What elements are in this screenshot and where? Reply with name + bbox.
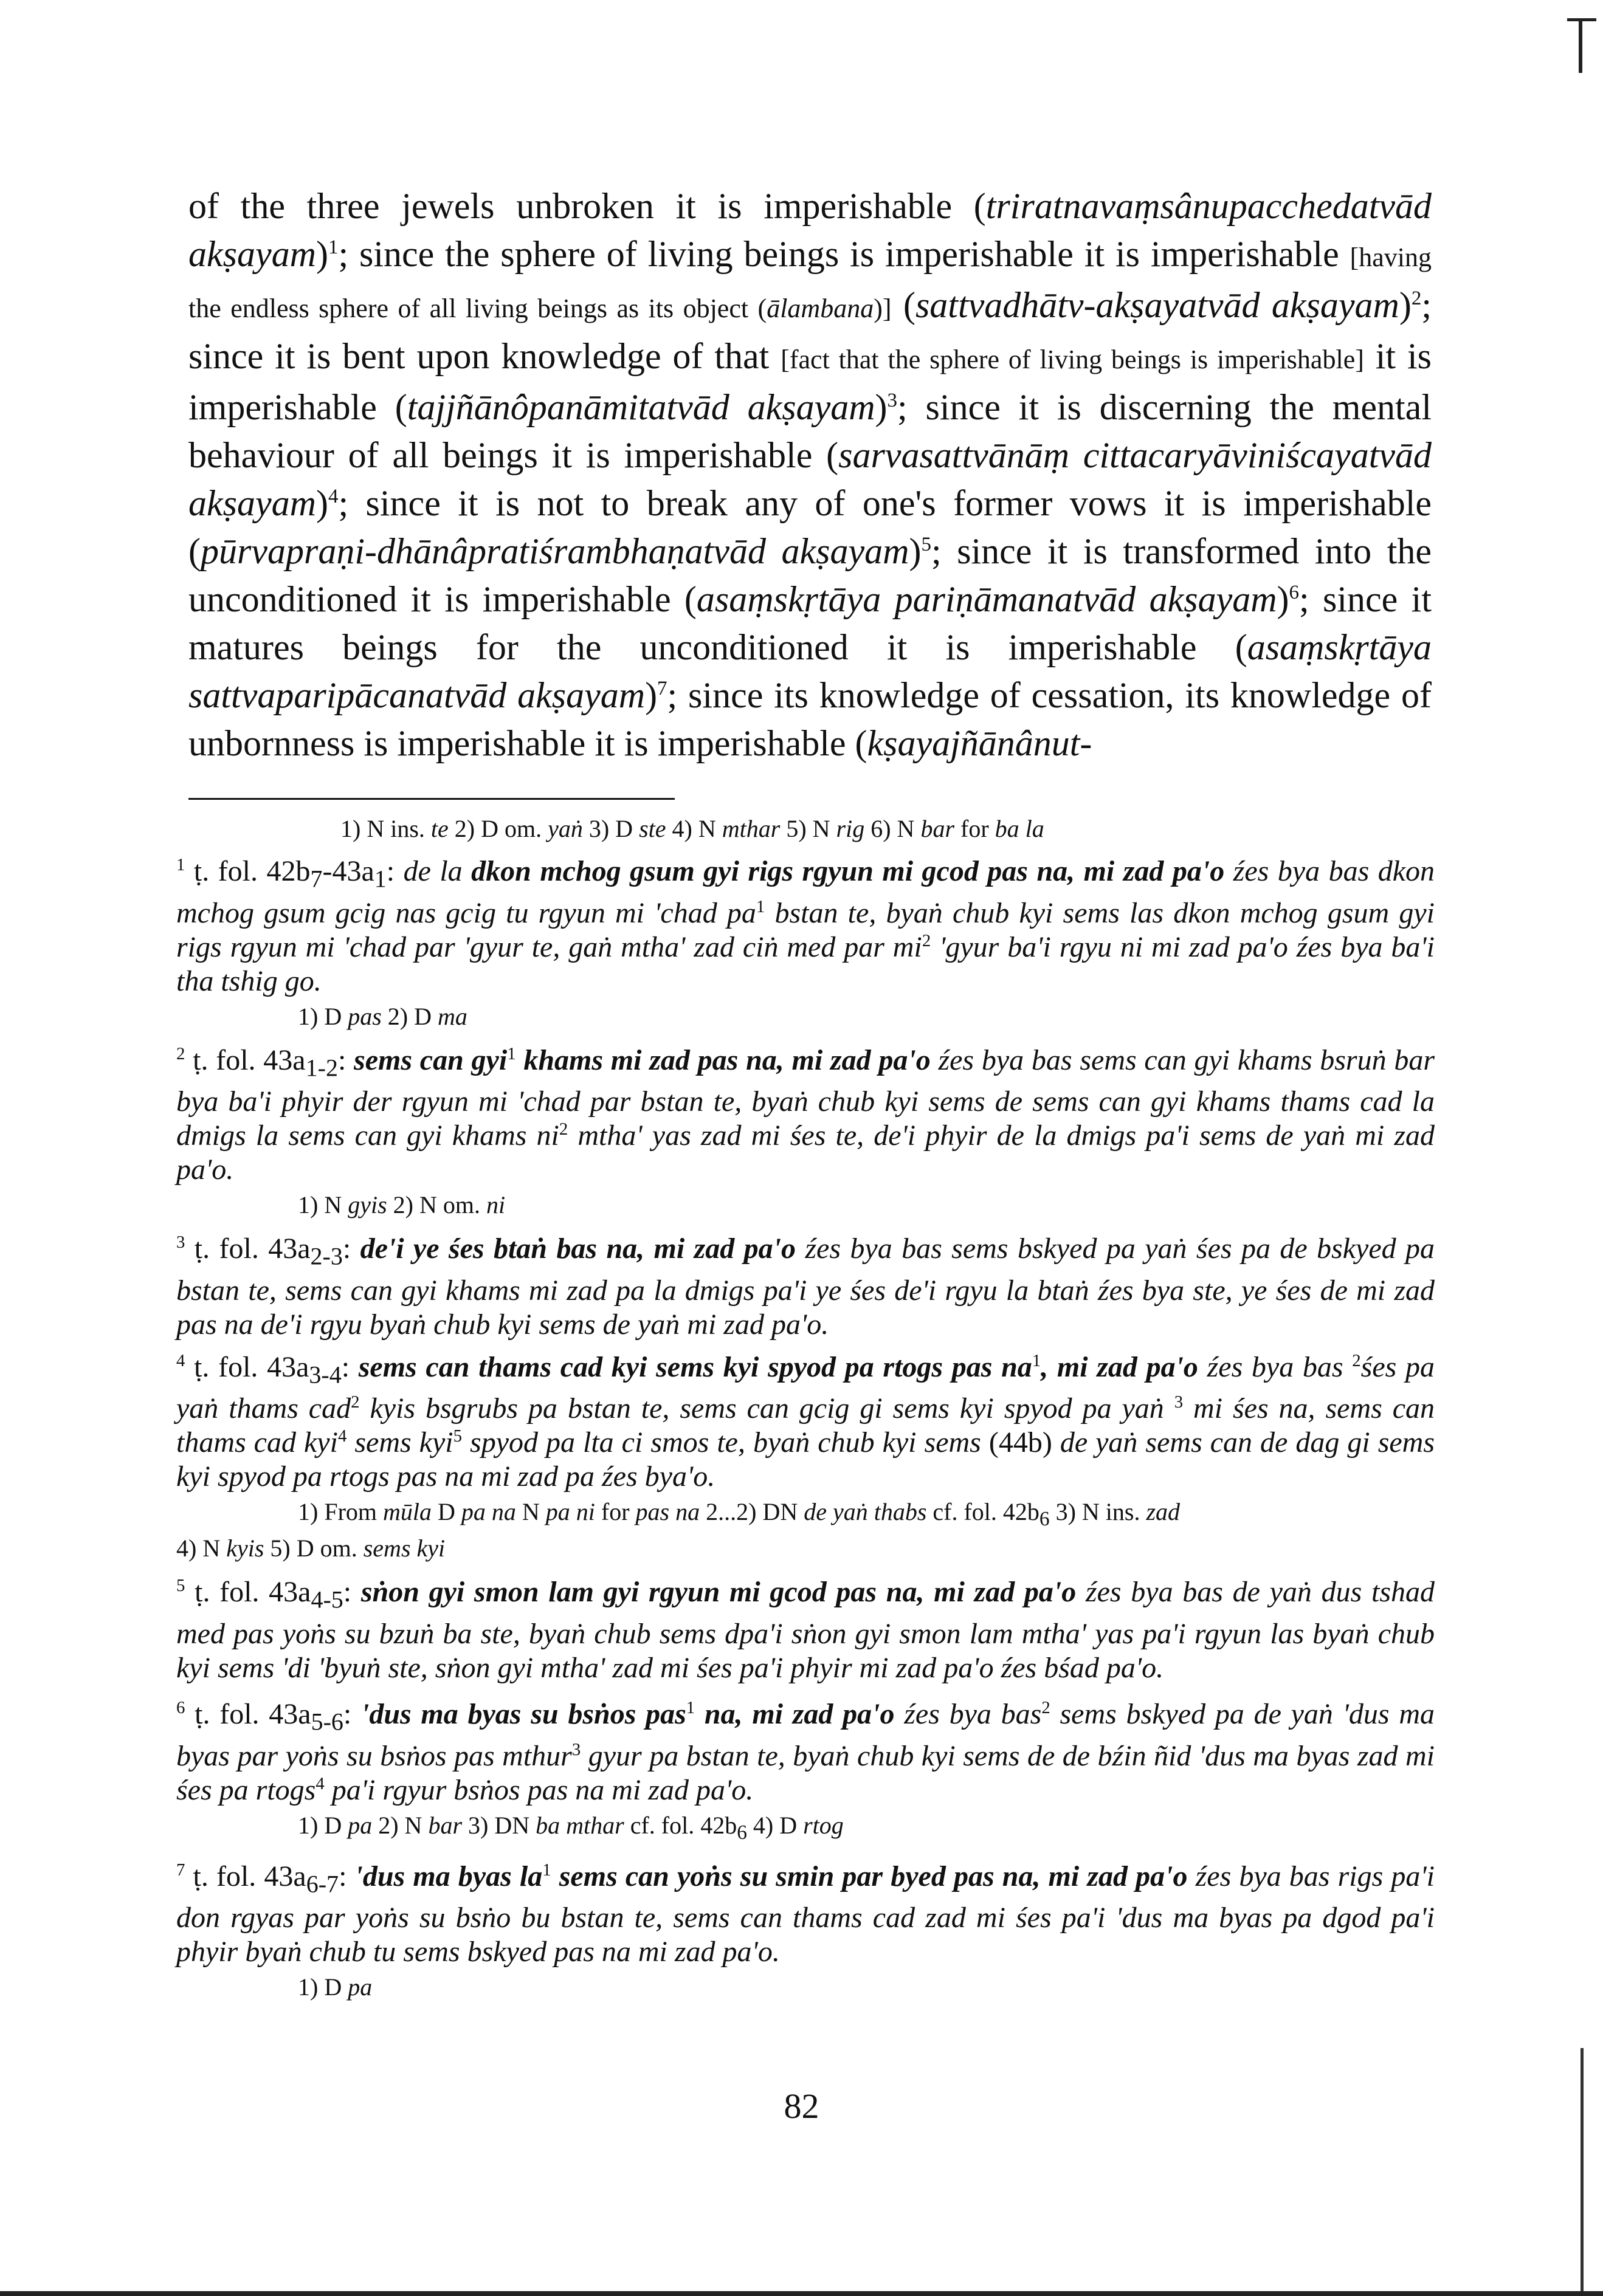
footnote-marker: 7 (657, 678, 667, 699)
footnotes (176, 814, 1435, 2014)
footnote: $^4$ ṭ. fol. $43a_{3-4}$: sems can thams cad kyi sems kyi spyod pa rtogs pas $na^1$, mi zad pa'o źes bya bas $^2$śes pa yaṅ thams cad$^2$ kyis bsgrubs pa bstan te, sems can gcig gi sems kyi spyod pa yaṅ $^3$ mi śes na, sems can thams cad kyi$^4$ sems kyi$^5$ spyod pa lta ci smos te, byaṅ chub kyi sems (44b) de yaṅ sems can de dag gi sems kyi spyod pa rtogs pas na mi zad pa źes bya'o. (176, 1350, 1435, 1493)
footnote: $^1$ ṭ. fol. $42b_7-43a_1$: de la dkon mchog gsum gyi rigs rgyun mi gcod pas na, mi zad pa'o źes bya bas dkon mchog gsum gcig nas gcig tu rgyun mi 'chad $pa^1$ bstan te, byaṅ chub kyi sems las dkon mchog gsum gyi rigs rgyun mi 'chad par 'gyur te, gaṅ mtha' zad ciṅ med par $mi^2$ 'gyur ba'i rgyu ni mi zad pa'o źes bya ba'i tha tshig go. (176, 855, 1435, 997)
scan-edge-mark (0, 2291, 1603, 2296)
main-paragraph: of the three jewels unbroken it is imperishable (triratnavaṃsânupacchedatvād akṣayam)$^1$; since the sphere of living beings is imperishable it is imperishable [having the endless sphere of all living beings as its object (ālambana)] (sattvadhātv-akṣayatvād akṣayam)$^2$; since it is bent upon knowledge of that [fact that the sphere of living beings is imperishable] it is imperishable (tajjñānôpanāmitatvād akṣayam)$^3$; since it is discerning the mental behaviour of all beings it is imperishable (sarvasattvānāṃ cittacaryāviniścayatvād akṣayam)$^4$; since it is not to break any of one's former vows it is imperishable (pūrvapraṇi-dhānâpratiśrambhaṇatvād akṣayam)$^5$; since it is transformed into the unconditioned it is imperishable (asaṃskṛtāya pariṇāmanatvād akṣayam)$^6$; since it matures beings for the unconditioned it is imperishable (asaṃskṛtāya sattvaparipācanatvād akṣayam)$^7$; since its knowledge of cessation, its knowledge of unbornness is imperishable it is imperishable (kṣayajñānânut- (188, 186, 1432, 763)
scan-edge-mark (1579, 18, 1582, 73)
main-text (188, 182, 1432, 768)
footnote: $^2$ ṭ. fol. $43a_{1-2}$: sems can gyi$^1$ khams mi zad pas na, mi zad pa'o źes bya bas sems can gyi khams bsruṅ bar bya ba'i phyir der rgyun mi 'chad par bstan te, byaṅ chub kyi sems de sems can gyi khams thams cad la dmigs la sems can gyi khams $ni^2$ mtha' yas zad mi śes te, de'i phyir de la dmigs pa'i sems de yaṅ mi zad pa'o. (176, 1043, 1435, 1186)
footnote-marker: 6 (1289, 582, 1300, 603)
footnote-marker: 4 (328, 486, 339, 507)
footnote: $^6$ ṭ. fol. $43a_{5-6}$: 'dus ma byas su bsṅos pas$^1$ na, mi zad pa'o źes bya bas$^2$ sems bskyed pa de yaṅ 'dus ma byas par yoṅs su bsṅos pas mthur$^3$ gyur pa bstan te, byaṅ chub kyi sems de de bźin ñid 'dus ma byas zad mi śes pa rtogs$^4$ pa'i rgyur bsṅos pas na mi zad pa'o. (176, 1697, 1435, 1806)
footnote-marker: 1 (328, 236, 339, 258)
footnote-separator (188, 798, 675, 800)
variant-readings: 1) D pas 2) D ma (298, 1002, 467, 1030)
footnote: $^7$ ṭ. fol. $43a_{6-7}$: 'dus ma byas $la^1$ sems can yoṅs su smin par byed pas na, mi zad pa'o źes bya bas rigs pa'i don rgyas par yoṅs su bsṅo bu bstan te, sems can thams cad zad mi śes pa'i 'dus ma byas pa dgod pa'i phyir byaṅ chub tu sems bskyed pas na mi zad pa'o. (176, 1860, 1435, 1968)
variant-readings: 1) N gyis 2) N om. ni (298, 1191, 506, 1219)
footnote-marker: 5 (921, 534, 931, 555)
variant-readings: 1) From mūla D pa na N pa ni for pas na 2...2) DN de yaṅ thabs cf. fol. $42b_6$ 3) N ins. zad 4) N kyis 5) D om. sems kyi (176, 1498, 1181, 1562)
scan-edge-mark (1581, 2048, 1584, 2291)
variant-readings: 1) D pa 2) N bar 3) DN ba mthar cf. fol. $42b_6$ 4) D rtog (298, 1811, 844, 1844)
footnote: $^3$ ṭ. fol. $43a_{2-3}$: de'i ye śes btaṅ bas na, mi zad pa'o źes bya bas sems bskyed pa yaṅ śes pa de bskyed pa bstan te, sems can gyi khams mi zad pa la dmigs pa'i ye śes de'i rgyu la btaṅ źes bya ste, ye śes de mi zad pas na de'i rgyu byaṅ chub kyi sems de yaṅ mi zad pa'o. (176, 1232, 1435, 1341)
footnote-marker: 3 (887, 390, 898, 411)
footnote: $^5$ ṭ. fol. $43a_{4-5}$: sṅon gyi smon lam gyi rgyun mi gcod pas na, mi zad pa'o źes bya bas de yaṅ dus tshad med pas yoṅs su bzuṅ ba ste, byaṅ chub sems dpa'i sṅon gyi smon lam mtha' yas pa'i rgyun las byaṅ chub kyi sems 'di 'byuṅ ste, sṅon gyi mtha' zad mi śes pa'i phyir mi zad pa'o źes bśad pa'o. (176, 1576, 1435, 1684)
page-number: 82 (784, 2086, 819, 2126)
footnote-marker: 2 (1411, 287, 1422, 309)
variant-readings: 1) N ins. te 2) D om. yaṅ 3) D ste 4) N mthar 5) N rig 6) N bar for ba la (340, 815, 1044, 842)
variant-readings: 1) D pa (298, 1973, 373, 2001)
